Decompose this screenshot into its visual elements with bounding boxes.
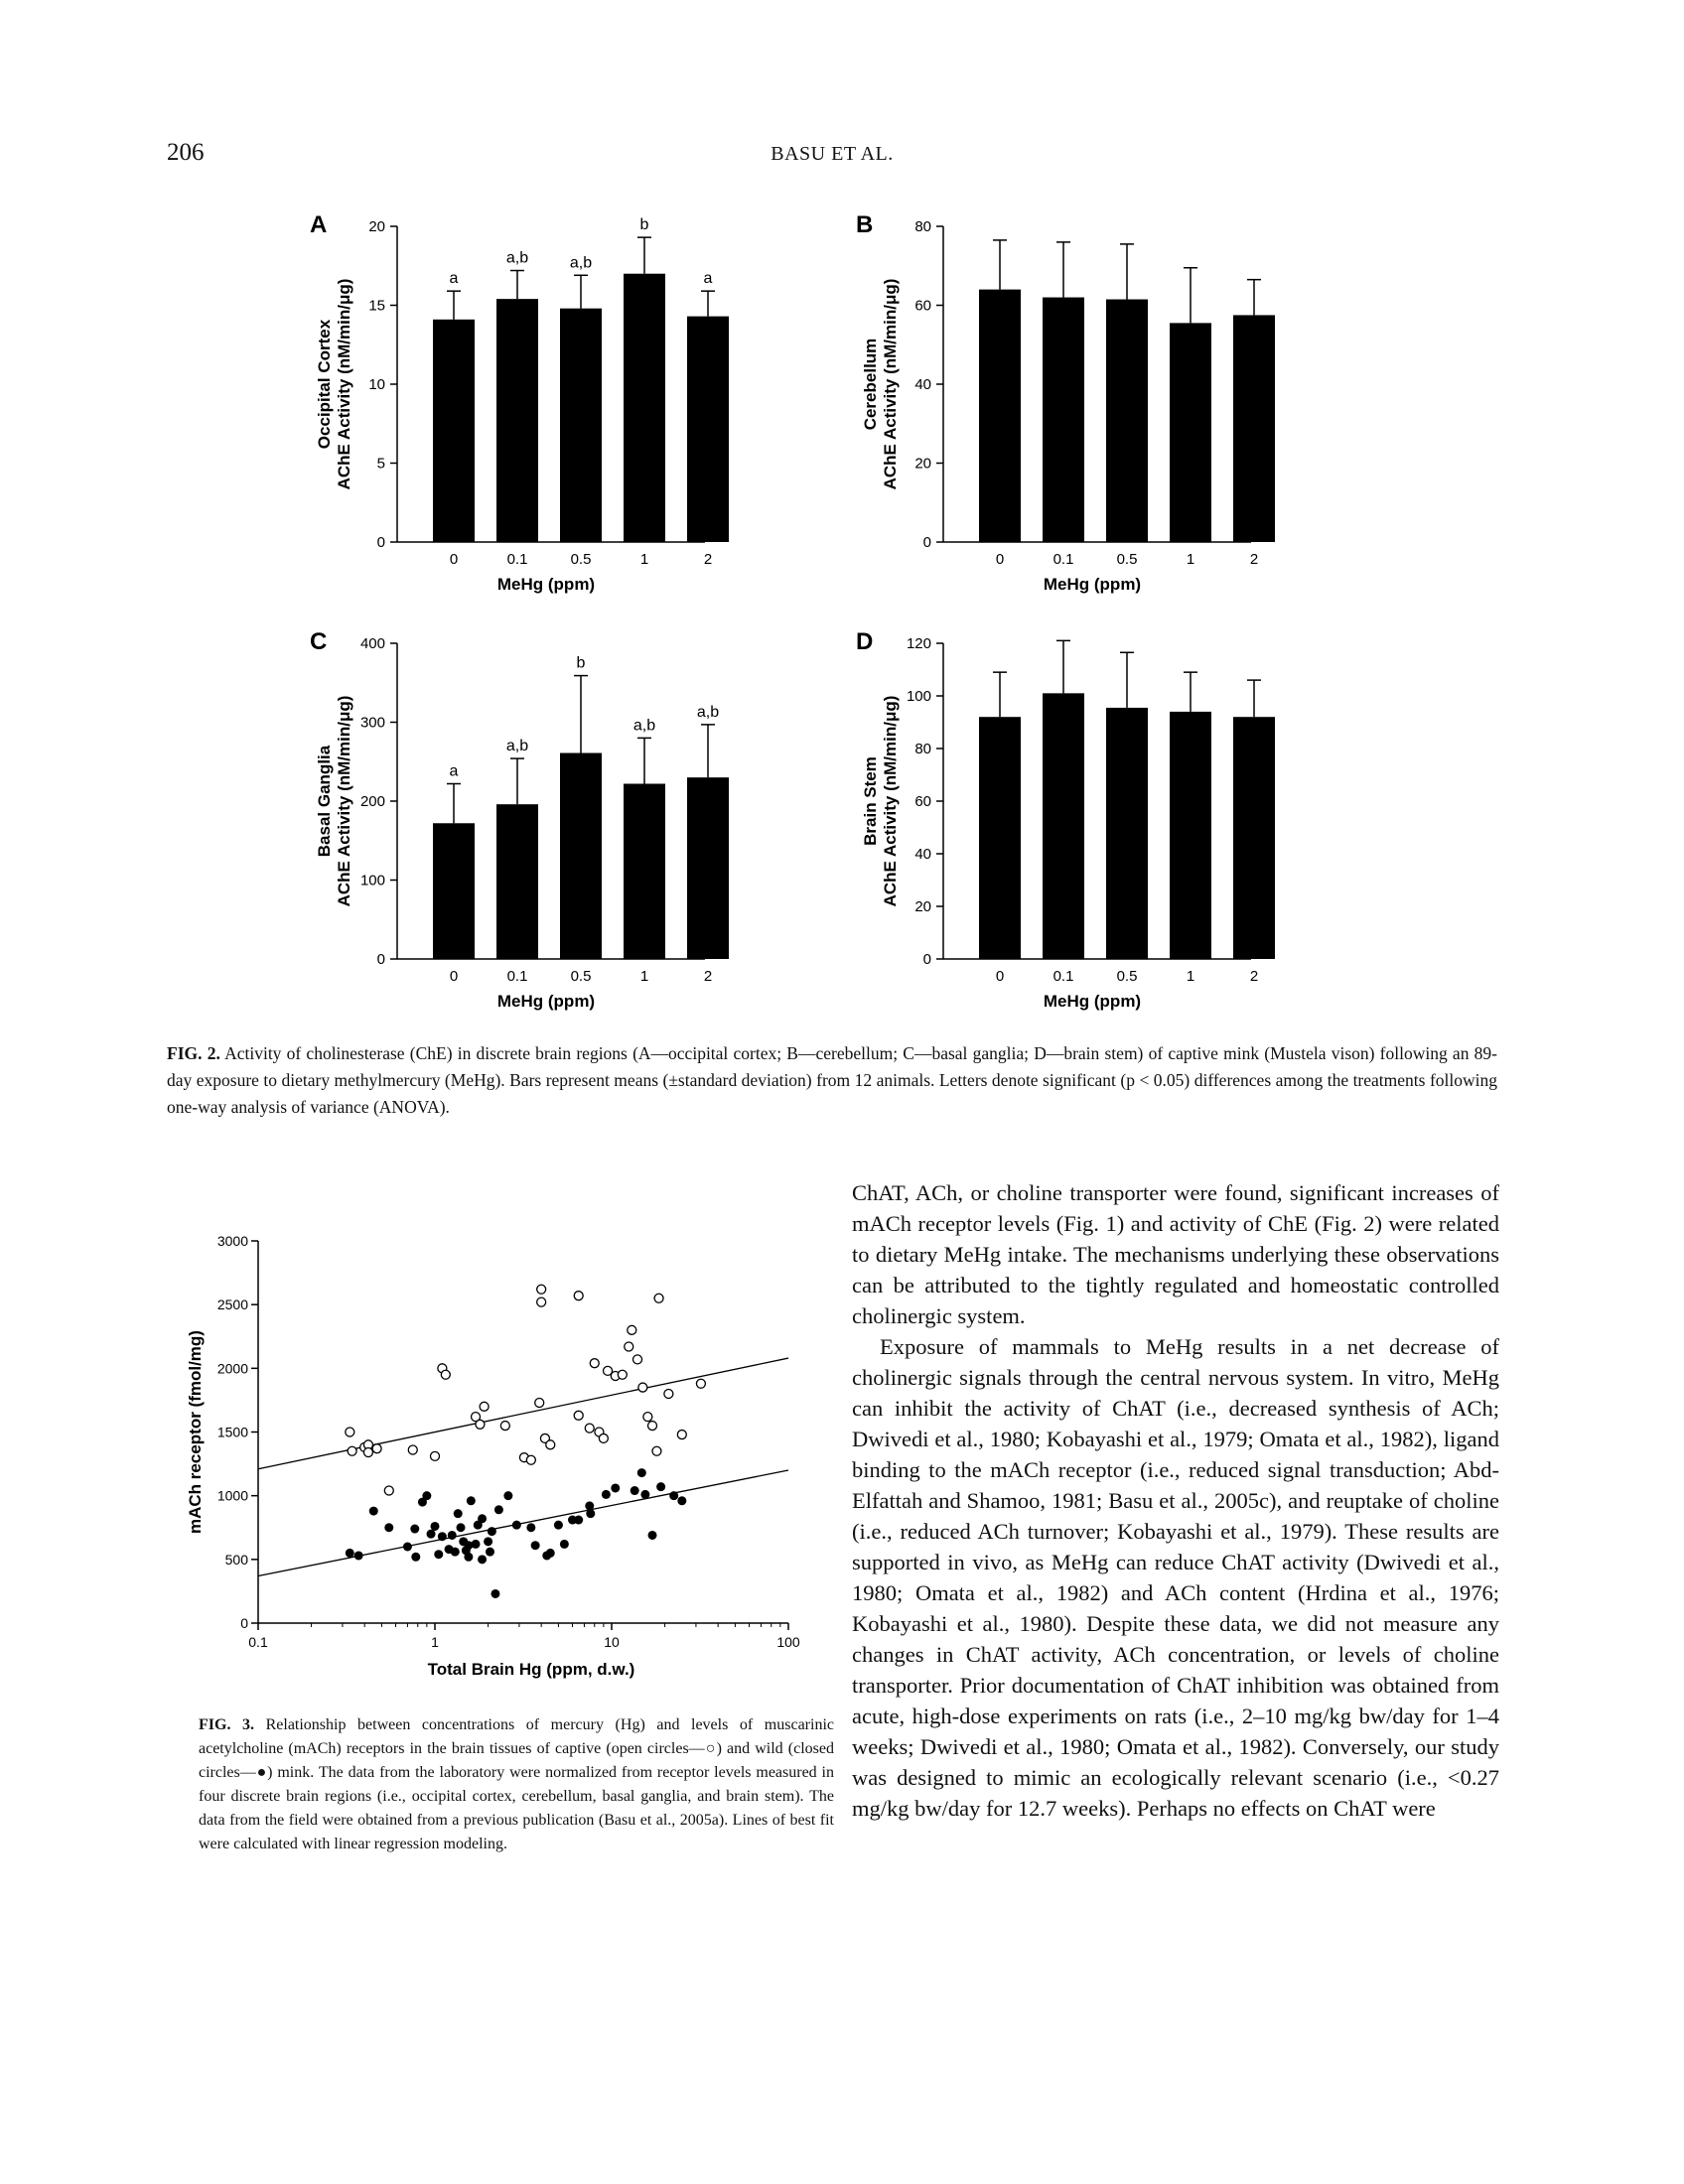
point-captive	[537, 1285, 546, 1294]
bar	[496, 299, 538, 542]
running-head: BASU ET AL.	[771, 143, 894, 165]
figure-2-caption-label: FIG. 2.	[167, 1043, 220, 1063]
point-captive	[628, 1325, 636, 1334]
x-tick-label: 0	[449, 551, 459, 568]
x-tick-label: 0.1	[1052, 551, 1074, 568]
bar	[433, 823, 475, 959]
y-axis-label-units: AChE Activity (nM/min/μg)	[881, 278, 900, 490]
x-tick-label: 1	[639, 968, 649, 985]
significance-letter: a,b	[505, 249, 529, 267]
point-wild	[422, 1491, 431, 1500]
point-captive	[574, 1411, 583, 1420]
point-wild	[486, 1548, 494, 1557]
y-tick-label: 1000	[216, 1487, 248, 1504]
point-wild	[411, 1553, 420, 1562]
bar	[1043, 693, 1084, 959]
x-tick-label: 0.5	[570, 551, 592, 568]
point-wild	[640, 1490, 649, 1499]
x-tick-label: 0	[449, 968, 459, 985]
point-captive	[599, 1433, 608, 1442]
x-axis-label: MeHg (ppm)	[496, 575, 596, 594]
point-wild	[457, 1523, 466, 1532]
x-tick-label: 0.5	[570, 968, 592, 985]
significance-letter: a,b	[696, 703, 720, 721]
y-tick-label: 400	[359, 635, 385, 652]
point-captive	[638, 1383, 647, 1392]
significance-letter: b	[576, 654, 586, 672]
point-wild	[451, 1548, 460, 1557]
point-captive	[654, 1294, 663, 1302]
point-wild	[369, 1507, 378, 1516]
x-tick-label: 0.1	[1052, 968, 1074, 985]
y-axis-label: mACh receptor (fmol/mg)	[186, 1330, 205, 1534]
y-tick-label: 2000	[216, 1360, 248, 1377]
bar	[1106, 708, 1148, 959]
y-tick-label: 60	[914, 297, 931, 315]
point-captive	[696, 1379, 705, 1388]
body-paragraph-1: ChAT, ACh, or choline transporter were found, significant increases of mACh receptor levels (Fig. 1) and activity of ChE (Fig. 2) were related to dietary MeHg intake. The mechanisms underlying these observations can be attributed to the tightly regulated and homeostatic controlled cholinergic system.	[852, 1180, 1499, 1328]
point-captive	[441, 1370, 450, 1379]
point-wild	[586, 1509, 595, 1518]
point-wild	[631, 1486, 639, 1495]
bar	[1233, 717, 1275, 959]
fit-line-wild	[258, 1470, 788, 1576]
x-tick-label: 0	[995, 551, 1005, 568]
significance-letter: a	[703, 270, 713, 288]
point-captive	[677, 1431, 686, 1439]
point-wild	[478, 1555, 487, 1564]
y-axis-label-region: Cerebellum	[861, 338, 880, 431]
y-tick-label: 40	[914, 846, 931, 863]
bar	[1233, 315, 1275, 542]
x-axis-label: Total Brain Hg (ppm, d.w.)	[427, 1660, 635, 1679]
y-tick-label: 1500	[216, 1424, 248, 1440]
point-wild	[403, 1543, 412, 1552]
bar	[1170, 712, 1211, 959]
bar	[1043, 298, 1084, 542]
point-wild	[488, 1527, 496, 1536]
x-tick-label: 0	[995, 968, 1005, 985]
significance-letter: a	[449, 762, 459, 780]
bar	[433, 320, 475, 542]
y-tick-label: 0	[240, 1615, 248, 1631]
figure-2	[288, 199, 1479, 1032]
point-captive	[535, 1398, 544, 1407]
point-wild	[531, 1541, 540, 1550]
point-captive	[585, 1424, 594, 1433]
x-tick-label: 10	[604, 1634, 620, 1650]
point-wild	[503, 1491, 512, 1500]
point-wild	[494, 1505, 503, 1514]
y-tick-label: 80	[914, 218, 931, 235]
significance-letter: a,b	[569, 254, 593, 272]
point-captive	[348, 1446, 356, 1455]
point-wild	[602, 1490, 611, 1499]
figure-3	[179, 1221, 854, 1698]
y-tick-label: 80	[914, 741, 931, 757]
point-wild	[410, 1525, 419, 1534]
body-text-column	[852, 1177, 1499, 1824]
point-wild	[677, 1496, 686, 1505]
x-axis-label: MeHg (ppm)	[1043, 992, 1142, 1011]
point-captive	[574, 1292, 583, 1300]
y-axis-label-units: AChE Activity (nM/min/μg)	[881, 695, 900, 907]
y-tick-label: 5	[376, 455, 385, 473]
point-captive	[431, 1451, 440, 1460]
point-wild	[384, 1523, 393, 1532]
point-wild	[448, 1531, 457, 1540]
bar	[1170, 323, 1211, 542]
x-tick-label: 0.1	[506, 968, 528, 985]
figure-3-caption-text: Relationship between concentrations of mercury (Hg) and levels of muscarinic acetylcholine (mACh) receptors in the brain tissues of captive (open circles—○) and wild (closed circles—●) mink. The data from the laboratory were normalized from receptor levels measured in four discrete brain regions (i.e., occipital cortex, cerebellum, basal ganglia, and brain stem). The data from the field were obtained from a previous publication (Basu et al., 2005a). Lines of best fit were calculated with linear regression modeling.	[199, 1716, 834, 1852]
y-tick-label: 120	[906, 635, 931, 652]
point-wild	[656, 1482, 665, 1491]
figure-2-caption-text: Activity of cholinesterase (ChE) in discrete brain regions (A—occipital cortex; B—cerebellum; C—basal ganglia; D—brain stem) of captive mink (Mustela vison) following an 89-day exposure to dietary methylmercury (MeHg). Bars represent means (±standard deviation) from 12 animals. Letters denote significant (p < 0.05) differences among the treatments following one-way analysis of variance (ANOVA).	[167, 1043, 1497, 1117]
significance-letter: a	[449, 270, 459, 288]
x-tick-label: 0.5	[1116, 551, 1138, 568]
point-wild	[491, 1589, 499, 1598]
y-tick-label: 40	[914, 376, 931, 393]
x-tick-label: 2	[1249, 968, 1259, 985]
x-tick-label: 100	[776, 1634, 800, 1650]
bar	[687, 777, 729, 959]
figure-2-caption	[167, 1040, 1497, 1121]
point-captive	[633, 1355, 642, 1364]
significance-letter: a,b	[505, 738, 529, 755]
point-wild	[648, 1531, 657, 1540]
point-captive	[372, 1444, 381, 1453]
point-wild	[512, 1521, 521, 1530]
x-tick-label: 0.1	[506, 551, 528, 568]
x-axis-label: MeHg (ppm)	[496, 992, 596, 1011]
x-tick-label: 1	[1186, 551, 1195, 568]
x-axis-label: MeHg (ppm)	[1043, 575, 1142, 594]
bar	[979, 717, 1021, 959]
y-tick-label: 500	[224, 1551, 248, 1568]
y-tick-label: 15	[368, 297, 385, 315]
point-wild	[354, 1551, 363, 1560]
y-tick-label: 0	[376, 534, 385, 551]
y-axis-label-units: AChE Activity (nM/min/μg)	[335, 278, 353, 490]
point-wild	[637, 1468, 646, 1477]
x-tick-label: 1	[431, 1634, 439, 1650]
y-tick-label: 0	[376, 951, 385, 968]
point-captive	[648, 1422, 657, 1431]
y-axis-label-region: Brain Stem	[861, 756, 880, 846]
point-captive	[476, 1420, 485, 1429]
panel-d	[856, 628, 1275, 1011]
page-number: 206	[167, 139, 205, 166]
y-tick-label: 300	[359, 714, 385, 732]
point-captive	[363, 1448, 372, 1457]
y-tick-label: 100	[359, 872, 385, 889]
bar	[560, 753, 602, 959]
y-axis-label-region: Occipital Cortex	[315, 319, 334, 450]
y-tick-label: 60	[914, 793, 931, 810]
y-tick-label: 20	[368, 218, 385, 235]
bar	[560, 309, 602, 542]
y-tick-label: 20	[914, 455, 931, 473]
panel-a	[310, 211, 729, 594]
point-wild	[484, 1537, 492, 1546]
point-captive	[664, 1390, 673, 1399]
point-wild	[546, 1549, 555, 1558]
point-wild	[346, 1549, 354, 1558]
point-wild	[434, 1550, 443, 1559]
point-captive	[408, 1445, 417, 1454]
significance-letter: b	[639, 216, 649, 234]
point-wild	[554, 1521, 563, 1530]
point-captive	[480, 1402, 489, 1411]
point-wild	[431, 1522, 440, 1531]
x-tick-label: 2	[703, 551, 713, 568]
point-captive	[546, 1440, 555, 1449]
page-header	[167, 139, 1497, 179]
point-wild	[574, 1516, 583, 1525]
panel-letter: B	[856, 211, 874, 238]
x-tick-label: 2	[1249, 551, 1259, 568]
point-captive	[643, 1413, 652, 1422]
x-tick-label: 2	[703, 968, 713, 985]
point-wild	[669, 1491, 678, 1500]
y-tick-label: 10	[368, 376, 385, 393]
figure-3-caption	[199, 1713, 834, 1856]
y-tick-label: 100	[906, 688, 931, 705]
point-captive	[652, 1446, 661, 1455]
panel-letter: C	[310, 628, 328, 655]
bar	[624, 274, 665, 542]
point-captive	[625, 1342, 633, 1351]
x-tick-label: 0.1	[248, 1634, 268, 1650]
y-tick-label: 2500	[216, 1297, 248, 1313]
panel-letter: A	[310, 211, 328, 238]
point-captive	[500, 1422, 509, 1431]
point-wild	[464, 1553, 473, 1562]
panel-letter: D	[856, 628, 874, 655]
figure-3-caption-label: FIG. 3.	[199, 1716, 255, 1733]
x-tick-label: 1	[1186, 968, 1195, 985]
point-captive	[346, 1428, 354, 1436]
point-wild	[611, 1483, 620, 1492]
point-wild	[427, 1530, 436, 1539]
bar	[1106, 300, 1148, 542]
x-tick-label: 0.5	[1116, 968, 1138, 985]
point-wild	[467, 1496, 476, 1505]
point-wild	[454, 1509, 463, 1518]
y-tick-label: 3000	[216, 1233, 248, 1249]
bar	[624, 784, 665, 959]
y-tick-label: 20	[914, 898, 931, 915]
point-wild	[438, 1532, 447, 1541]
y-axis-label-units: AChE Activity (nM/min/μg)	[335, 695, 353, 907]
body-paragraph-2: Exposure of mammals to MeHg results in a net decrease of cholinergic signals through the central nervous system. In vitro, MeHg can inhibit the activity of ChAT (i.e., decreased synthesis of ACh; Dwivedi et al., 1980; Kobayashi et al., 1979; Omata et al., 1982), ligand binding to the mACh receptor (i.e., reduced signal transduction; Abd-Elfattah and Shamoo, 1981; Basu et al., 2005c), and reuptake of choline (i.e., reduced ACh turnover; Kobayashi et al., 1979). These results are supported in vivo, as MeHg can reduce ChAT activity (Dwivedi et al., 1980; Omata et al., 1982) and ACh content (Hrdina et al., 1976; Kobayashi et al., 1980). Despite these data, we did not measure any changes in ChAT activity, ACh concentration, or levels of choline transporter. Prior documentation of ChAT inhibition was obtained from acute, high-dose experiments on rats (i.e., 2–10 mg/kg bw/day for 1–4 weeks; Dwivedi et al., 1980; Omata et al., 1982). Conversely, our study was designed to mimic an ecologically relevant scenario (i.e., <0.27 mg/kg bw/day for 12.7 weeks). Perhaps no effects on ChAT were	[852, 1334, 1499, 1821]
point-wild	[472, 1540, 481, 1549]
x-tick-label: 1	[639, 551, 649, 568]
y-tick-label: 200	[359, 793, 385, 810]
y-tick-label: 0	[922, 951, 931, 968]
point-wild	[478, 1514, 487, 1523]
point-wild	[585, 1501, 594, 1510]
fit-line-captive	[258, 1358, 788, 1469]
point-captive	[590, 1359, 599, 1368]
bar	[687, 317, 729, 542]
point-captive	[618, 1370, 627, 1379]
point-wild	[526, 1523, 535, 1532]
point-captive	[526, 1455, 535, 1464]
significance-letter: a,b	[632, 717, 656, 735]
panel-c	[310, 628, 729, 1011]
panel-b	[856, 211, 1275, 594]
point-wild	[560, 1540, 569, 1549]
y-axis-label-region: Basal Ganglia	[315, 745, 334, 858]
bar	[979, 290, 1021, 542]
point-captive	[384, 1486, 393, 1495]
point-captive	[537, 1297, 546, 1306]
y-tick-label: 0	[922, 534, 931, 551]
bar	[496, 804, 538, 959]
